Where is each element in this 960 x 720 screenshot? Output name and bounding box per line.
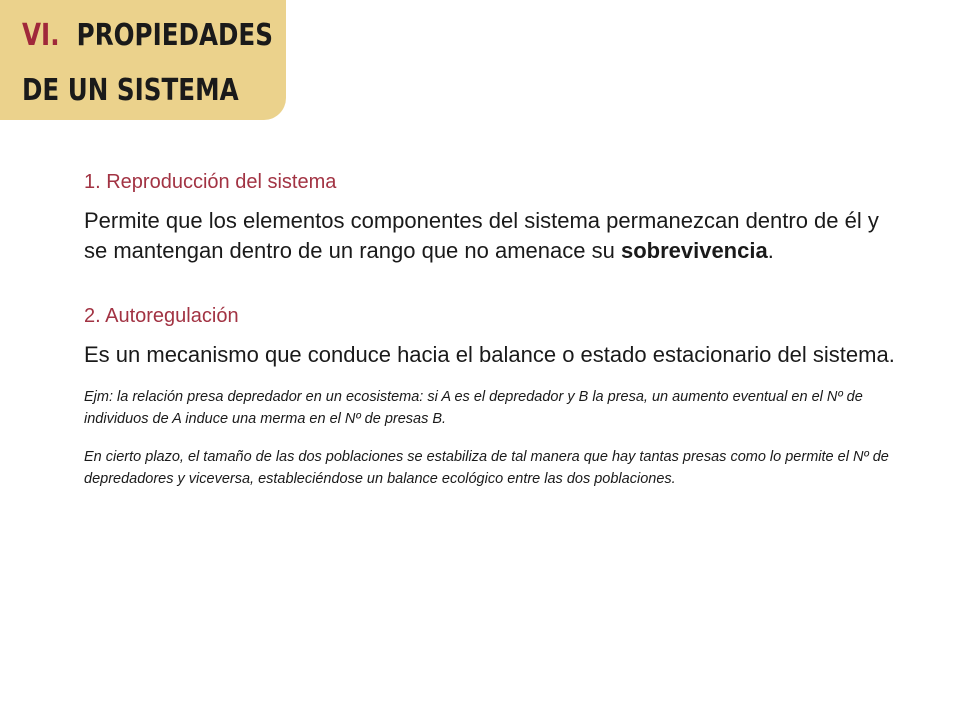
section-1-body-end: . (767, 238, 774, 263)
section-2-heading: 2. Autoregulación (84, 305, 239, 327)
section-1-heading: 1. Reproducción del sistema (84, 171, 337, 193)
section-1-body-text: Permite que los elementos componentes del sistema permanezcan dentro de él y se mantengan dentro de un rango que no amenace su (84, 208, 879, 263)
title-line-2: DE UN SISTEMA (22, 73, 239, 108)
section-1-body (84, 206, 904, 266)
section-2-body: Es un mecanismo que conduce hacia el balance o estado estacionario del sistema. (84, 342, 895, 367)
slide-title (22, 8, 273, 118)
title-line-1: PROPIEDADES (76, 18, 273, 53)
section-2-example: Ejm: la relación presa depredador en un ecosistema: si A es el depredador y B la presa, un aumento eventual en el Nº de individuos de A induce una merma en el Nº de presas B. (84, 389, 863, 427)
section-1-body-bold: sobrevivencia (620, 238, 768, 263)
title-number: VI. (22, 18, 60, 53)
slide-content (84, 168, 904, 490)
title-banner (0, 0, 286, 120)
section-2-note: En cierto plazo, el tamaño de las dos poblaciones se estabiliza de tal manera que hay tantas presas como lo permite el Nº de depredadores y viceversa, estableciéndose un balance ecológico entre las dos poblaciones. (84, 449, 889, 487)
